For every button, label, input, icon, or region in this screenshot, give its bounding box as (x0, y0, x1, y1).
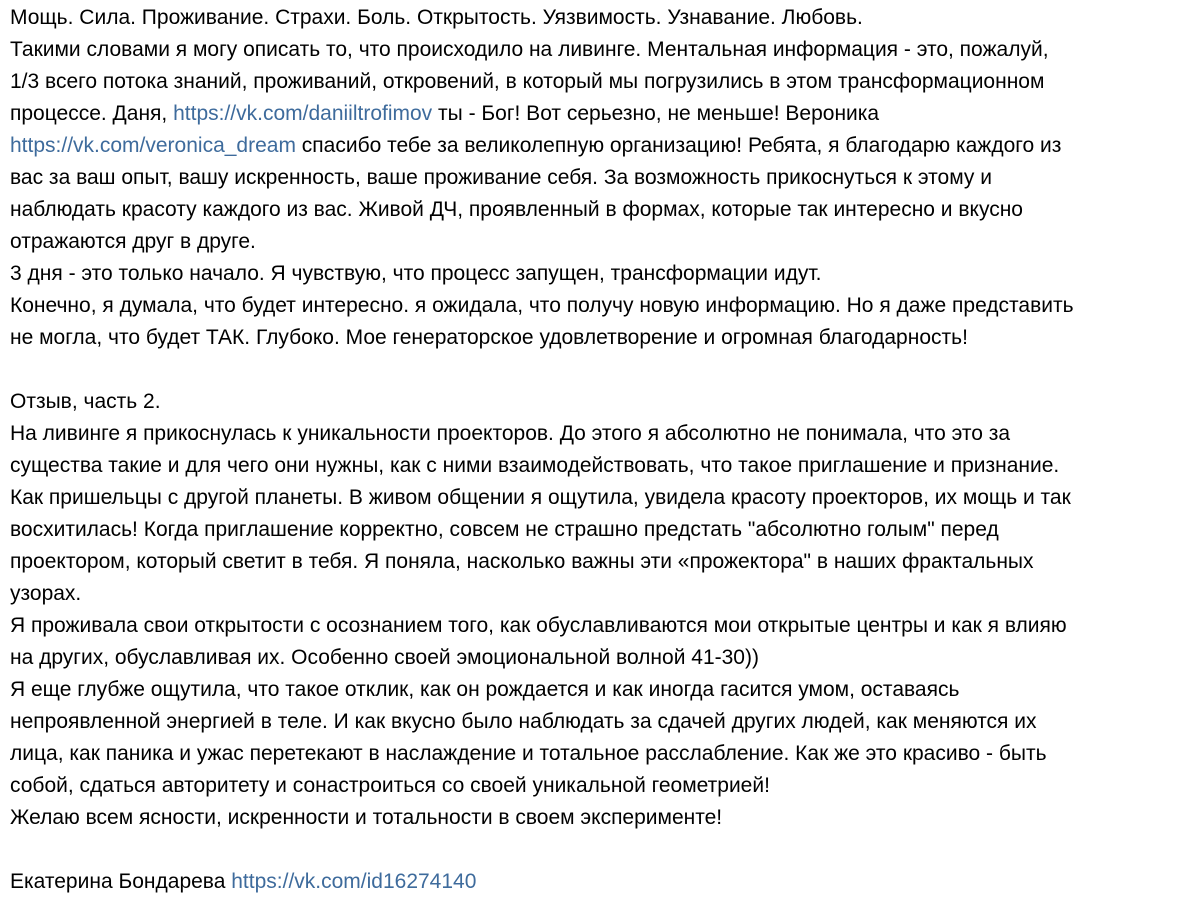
text-line (10, 34, 1192, 66)
text-run: существа такие и для чего они нужны, как с ними взаимодействовать, что такое приглашение и признание. (10, 454, 1060, 477)
text-line (10, 130, 1192, 162)
text-run: наблюдать красоту каждого из вас. Живой ДЧ, проявленный в формах, которые так интересно и вкусно (10, 198, 1023, 221)
text-run: собой, сдаться авторитету и сонастроиться со своей уникальной геометрией! (10, 774, 770, 797)
text-line (10, 482, 1192, 514)
text-line (10, 674, 1192, 706)
text-run: не могла, что будет ТАК. Глубоко. Мое генераторское удовлетворение и огромная благодарность! (10, 326, 968, 349)
text-run: вас за ваш опыт, вашу искренность, ваше проживание себя. За возможность прикоснуться к этому и (10, 166, 992, 189)
text-line (10, 2, 1192, 34)
text-run: отражаются друг в друге. (10, 230, 256, 253)
text-run: восхитилась! Когда приглашение корректно, совсем не страшно предстать "абсолютно голым" перед (10, 518, 999, 541)
text-line (10, 354, 1192, 386)
text-run: непроявленной энергией в теле. И как вкусно было наблюдать за сдачей других людей, как меняются их (10, 710, 1037, 733)
text-run: 1/3 всего потока знаний, проживаний, откровений, в который мы погрузились в этом трансформационном (10, 70, 1045, 93)
text-run: Отзыв, часть 2. (10, 390, 161, 413)
text-line (10, 834, 1192, 866)
text-line (10, 738, 1192, 770)
text-run: на других, обуславливая их. Особенно своей эмоциональной волной 41-30)) (10, 646, 759, 669)
text-line (10, 578, 1192, 610)
text-run: узорах. (10, 582, 82, 605)
text-line (10, 290, 1192, 322)
text-run: Желаю всем ясности, искренности и тотальности в своем эксперименте! (10, 806, 723, 829)
text-line (10, 546, 1192, 578)
text-line (10, 162, 1192, 194)
text-run: Мощь. Сила. Проживание. Страхи. Боль. Открытость. Уязвимость. Узнавание. Любовь. (10, 6, 863, 29)
vk-link[interactable]: https://vk.com/daniiltrofimov (173, 102, 433, 125)
text-run: процессе. Даня, (10, 102, 174, 125)
text-line (10, 450, 1192, 482)
text-line (10, 706, 1192, 738)
text-run: Екатерина Бондарева (10, 870, 232, 893)
text-line (10, 642, 1192, 674)
text-line (10, 770, 1192, 802)
text-line (10, 226, 1192, 258)
text-run: Как пришельцы с другой планеты. В живом общении я ощутила, увидела красоту проекторов, их мощь и так (10, 486, 1071, 509)
text-line (10, 418, 1192, 450)
text-line (10, 194, 1192, 226)
text-run: 3 дня - это только начало. Я чувствую, что процесс запущен, трансформации идут. (10, 262, 822, 285)
text-run: На ливинге я прикоснулась к уникальности проекторов. До этого я абсолютно не понимала, что это за (10, 422, 1011, 445)
text-run: Конечно, я думала, что будет интересно. я ожидала, что получу новую информацию. Но я даже представить (10, 294, 1074, 317)
text-line (10, 866, 1192, 898)
text-line (10, 514, 1192, 546)
text-line (10, 802, 1192, 834)
text-line (10, 610, 1192, 642)
text-run: Я еще глубже ощутила, что такое отклик, как он рождается и как иногда гасится умом, оставаясь (10, 678, 960, 701)
text-line (10, 258, 1192, 290)
text-run: ты - Бог! Вот серьезно, не меньше! Вероника (432, 102, 880, 125)
text-line (10, 386, 1192, 418)
text-run: спасибо тебе за великолепную организацию! Ребята, я благодарю каждого из (295, 134, 1062, 157)
text-line (10, 66, 1192, 98)
text-line (10, 98, 1192, 130)
text-run: проектором, который светит в тебя. Я поняла, насколько важны эти «прожектора" в наших фрактальных (10, 550, 1034, 573)
text-run: Я проживала свои открытости с осознанием того, как обуславливаются мои открытые центры и как я влияю (10, 614, 1067, 637)
text-run: лица, как паника и ужас перетекают в наслаждение и тотальное расслабление. Как же это красиво - быть (10, 742, 1047, 765)
vk-link[interactable]: https://vk.com/id16274140 (231, 870, 477, 893)
text-line (10, 322, 1192, 354)
text-run: Такими словами я могу описать то, что происходило на ливинге. Ментальная информация - это, пожалуй, (10, 38, 1049, 61)
vk-link[interactable]: https://vk.com/veronica_dream (10, 134, 296, 157)
